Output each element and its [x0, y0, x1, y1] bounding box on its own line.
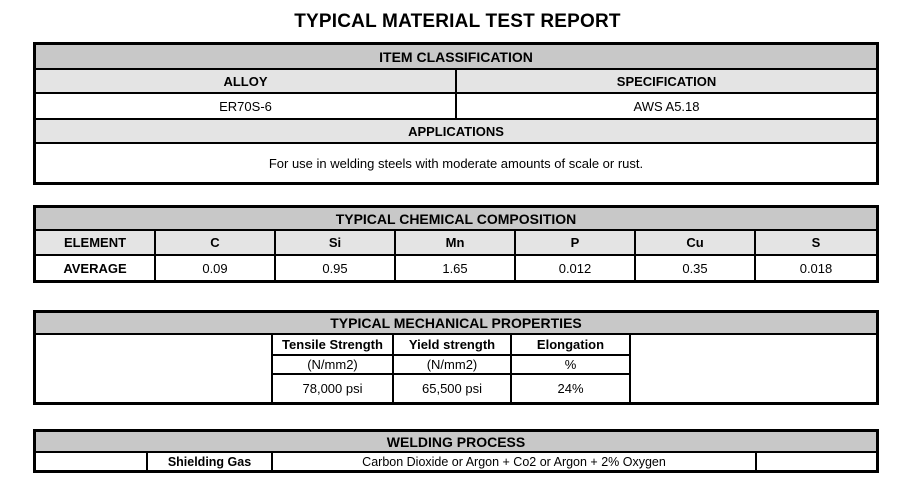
element-c: C	[156, 231, 276, 254]
mechanical-properties-table	[33, 310, 879, 405]
item-classification-table	[33, 42, 879, 185]
alloy-spec-header-row	[36, 70, 876, 94]
shielding-gas-value: Carbon Dioxide or Argon + Co2 or Argon + 2% Oxygen	[273, 453, 757, 470]
average-c: 0.09	[156, 256, 276, 280]
item-classification-header: ITEM CLASSIFICATION	[36, 45, 876, 70]
alloy-header: ALLOY	[36, 70, 457, 92]
elongation-value: 24%	[512, 375, 631, 402]
average-value-row	[36, 256, 876, 280]
alloy-spec-value-row	[36, 94, 876, 120]
element-row-label: ELEMENT	[36, 231, 156, 254]
weld-empty-left-cell	[36, 453, 148, 470]
average-si: 0.95	[276, 256, 396, 280]
yield-strength-label: Yield strength	[394, 335, 512, 356]
element-mn: Mn	[396, 231, 516, 254]
applications-text: For use in welding steels with moderate amounts of scale or rust.	[268, 155, 644, 171]
yield-strength-value: 65,500 psi	[394, 375, 512, 402]
specification-header: SPECIFICATION	[457, 70, 876, 92]
yield-strength-unit: (N/mm2)	[394, 356, 512, 375]
tensile-strength-label: Tensile Strength	[273, 335, 394, 356]
welding-process-table	[33, 429, 879, 473]
tensile-strength-unit: (N/mm2)	[273, 356, 394, 375]
chemical-composition-table	[33, 205, 879, 283]
applications-header: APPLICATIONS	[36, 120, 876, 144]
alloy-value: ER70S-6	[36, 94, 457, 118]
tensile-strength-value: 78,000 psi	[273, 375, 394, 402]
mechanical-properties-grid	[36, 335, 876, 402]
elongation-label: Elongation	[512, 335, 631, 356]
welding-process-header: WELDING PROCESS	[36, 432, 876, 453]
mech-empty-left-cell	[36, 335, 273, 402]
weld-empty-right-cell	[757, 453, 876, 470]
average-p: 0.012	[516, 256, 636, 280]
average-mn: 1.65	[396, 256, 516, 280]
page-title: TYPICAL MATERIAL TEST REPORT	[294, 11, 621, 32]
report-page	[0, 9, 915, 473]
mechanical-properties-header: TYPICAL MECHANICAL PROPERTIES	[36, 313, 876, 335]
chemical-composition-header: TYPICAL CHEMICAL COMPOSITION	[36, 208, 876, 231]
welding-process-row	[36, 453, 876, 470]
element-s: S	[756, 231, 876, 254]
element-header-row	[36, 231, 876, 256]
element-si: Si	[276, 231, 396, 254]
element-p: P	[516, 231, 636, 254]
average-cu: 0.35	[636, 256, 756, 280]
average-s: 0.018	[756, 256, 876, 280]
specification-value: AWS A5.18	[457, 94, 876, 118]
elongation-unit: %	[512, 356, 631, 375]
element-cu: Cu	[636, 231, 756, 254]
average-row-label: AVERAGE	[36, 256, 156, 280]
shielding-gas-label: Shielding Gas	[148, 453, 273, 470]
mech-empty-right-cell	[631, 335, 876, 402]
